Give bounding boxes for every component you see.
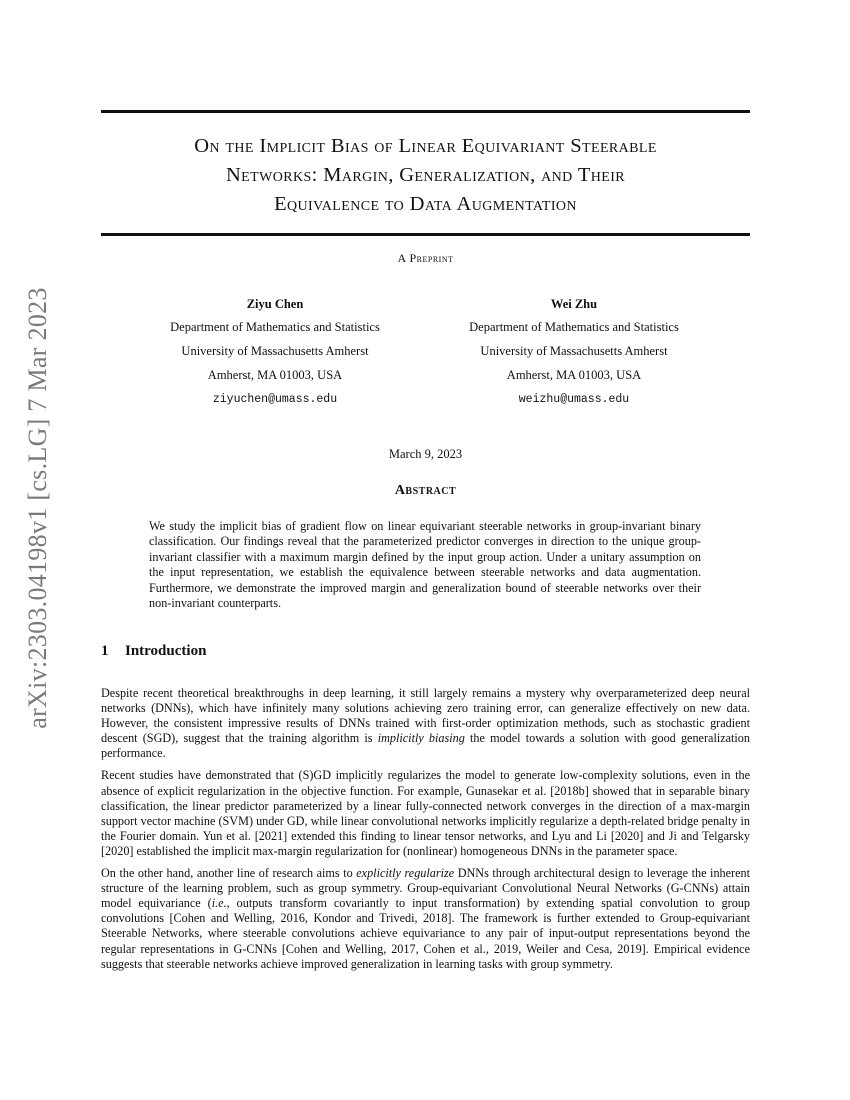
author-email-link[interactable]: weizhu@umass.edu <box>518 393 630 406</box>
preprint-label: A Preprint <box>397 251 454 265</box>
section-title: Introduction <box>125 643 207 659</box>
abstract-text: We study the implicit bias of gradient flow on linear equivariant steerable networks in group-invariant binary classification. Our findings reveal that the parameterized predictor converges in direction to the unique group-invariant classifier with a maximum margin defined by the input group action. Under a unitary assumption on the input representation, we establish the equivalence between steerable networks and data augmentation. Furthermore, we demonstrate the improved margin and generalization bound of steerable networks over their non-invariant counterparts. <box>149 519 701 611</box>
text-run: DNNs through architectural design to leverage the inherent structure of the learning problem, such as group symmetry. Group-equivariant Convolutional Neural Networks (G-CNNs) attain model equivariance ( <box>101 866 750 911</box>
author-block-2 <box>424 293 724 413</box>
emphasis-text: implicitly biasing <box>377 731 465 746</box>
author-department: Department of Mathematics and Statistics <box>170 320 380 334</box>
paper-title <box>101 132 750 219</box>
title-line-3: Equivalence to Data Augmentation <box>274 193 577 215</box>
author-address: Amherst, MA 01003, USA <box>506 368 642 382</box>
text-run: Despite recent theoretical breakthroughs in deep learning, it still largely remains a mystery why overparameterized deep neural networks (DNNs), which have infinitely many solutions achieving zero training error, can generalize effectively on new data. However, the consistent impressive results of DNNs trained with first-order optimization methods, such as stochastic gradient descent (SGD), suggest that the training algorithm is <box>101 686 750 746</box>
introduction-body <box>101 686 750 979</box>
title-line-2: Networks: Margin, Generalization, and Their <box>225 164 626 186</box>
emphasis-text: i.e. <box>211 896 227 911</box>
title-line-1: On the Implicit Bias of Linear Equivariant Steerable <box>194 135 657 157</box>
author-department: Department of Mathematics and Statistics <box>469 320 679 334</box>
emphasis-text: explicitly regularize <box>356 866 455 881</box>
text-run: the model towards a solution with good generalization performance. <box>101 731 750 761</box>
author-address: Amherst, MA 01003, USA <box>207 368 343 382</box>
author-email-link[interactable]: ziyuchen@umass.edu <box>212 393 338 406</box>
text-run: On the other hand, another line of research aims to <box>101 866 357 881</box>
author-name: Wei Zhu <box>550 297 598 311</box>
publication-date: March 9, 2023 <box>388 447 463 461</box>
section-number: 1 <box>101 643 109 659</box>
abstract-heading: Abstract <box>394 483 457 498</box>
title-bottom-rule <box>101 233 750 236</box>
text-run: , outputs transform covariantly to input transformation) by extending spatial convolution to group convolutions [Cohen and Welling, 2016, Kondor and Trivedi, 2018]. The framework is further extended to Group-equivariant Steerable Networks, where steerable convolutions achieve equivariance to any pair of input-output representations beyond the regular representations in G-CNNs [Cohen and Welling, 2017, Cohen et al., 2019, Weiler and Cesa, 2019]. Empirical evidence suggests that steerable networks achieve improved generalization in learning tasks with group symmetry. <box>101 896 750 971</box>
author-block-1 <box>125 293 425 413</box>
arxiv-identifier-stamp: arXiv:2303.04198v1 [cs.LG] 7 Mar 2023 <box>23 287 52 729</box>
paragraph <box>101 686 750 761</box>
author-name: Ziyu Chen <box>246 297 304 311</box>
author-university: University of Massachusetts Amherst <box>480 344 668 358</box>
title-top-rule <box>101 110 750 113</box>
author-university: University of Massachusetts Amherst <box>181 344 369 358</box>
paragraph <box>101 866 750 972</box>
paragraph: Recent studies have demonstrated that (S)GD implicitly regularizes the model to generate low-complexity solutions, even in the absence of explicit regularization in the objective function. For example, Gunasekar et al. [2018b] showed that in separable binary classification, the linear predictor parameterized by a linear fully-connected network converges in the direction of a max-margin support vector machine (SVM) under GD, while linear convolutional networks implicitly regularize a depth-related bridge penalty in the Fourier domain. Yun et al. [2021] extended this finding to linear tensor networks, and Lyu and Li [2020] and Ji and Telgarsky [2020] established the implicit max-margin regularization for (nonlinear) homogeneous DNNs in the parameter space. <box>101 768 750 858</box>
section-heading <box>101 643 206 660</box>
